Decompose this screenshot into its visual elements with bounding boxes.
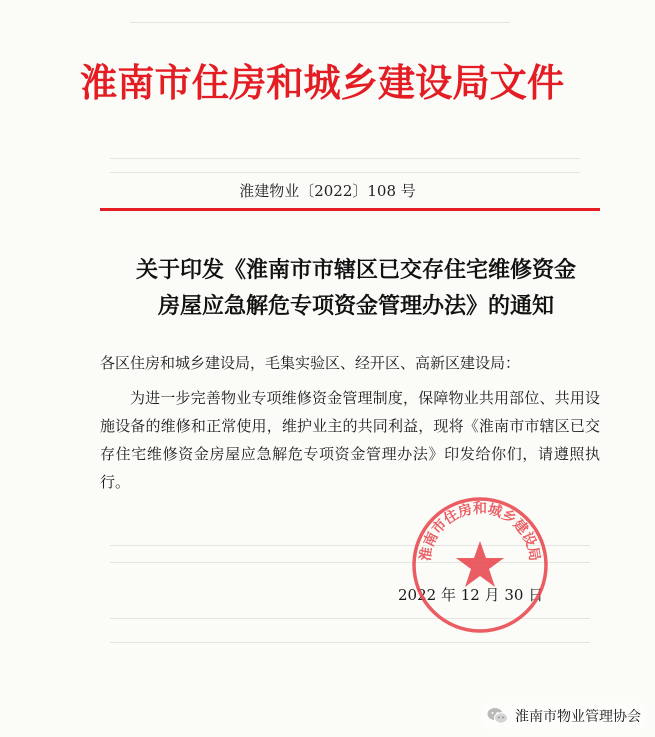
bleed-through-line xyxy=(130,22,510,23)
bleed-through-line xyxy=(110,158,580,159)
notice-title-line-1: 关于印发《淮南市市辖区已交存住宅维修资金 xyxy=(135,257,576,283)
notice-title xyxy=(96,252,616,324)
official-seal xyxy=(410,495,550,635)
salutation: 各区住房和城乡建设局，毛集实验区、经开区、高新区建设局： xyxy=(100,354,521,372)
bleed-through-line xyxy=(110,642,590,643)
signature-date: 2022 年 12 月 30 日 xyxy=(398,586,544,604)
red-divider xyxy=(100,208,600,211)
wechat-icon xyxy=(487,707,509,725)
seal-text-path: 淮南市住房和城乡建设局 xyxy=(417,500,543,563)
seal-star-icon xyxy=(456,541,504,587)
watermark-label: 淮南市物业管理协会 xyxy=(515,709,641,725)
document-number: 淮建物业〔2022〕108 号 xyxy=(239,182,416,200)
notice-title-line-2: 房屋应急解危专项资金管理办法》的通知 xyxy=(157,293,554,319)
body-paragraph: 为进一步完善物业专项维修资金管理制度，保障物业共用部位、共用设施设备的维修和正常使用，维护业主的共同利益，现将《淮南市市辖区已交存住宅维修资金房屋应急解危专项资金管理办法》印发给你们，请遵照执行。 xyxy=(100,389,600,491)
source-watermark xyxy=(481,703,647,729)
document-header-title: 淮南市住房和城乡建设局文件 xyxy=(80,61,565,105)
bleed-through-line xyxy=(110,172,580,173)
